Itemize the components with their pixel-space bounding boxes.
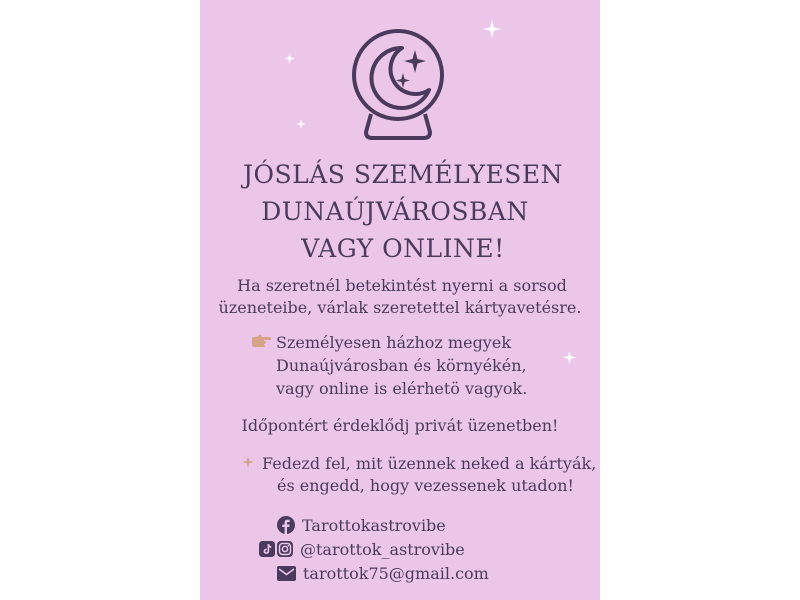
visit-line-1: Személyesen házhoz megyek: [276, 333, 512, 352]
closing-line-1: Fedezd fel, mit üzennek neked a kártyák,: [262, 454, 597, 473]
pointing-hand-icon: [251, 334, 271, 348]
visit-line-2: Dunaújvárosban és környékén,: [276, 356, 527, 375]
mail-icon: [277, 566, 296, 581]
contact-social[interactable]: [259, 538, 465, 560]
sparkle-icon: [563, 351, 576, 364]
closing-line-2: és engedd, hogy vezessenek utadon!: [277, 476, 574, 495]
booking-line: Időpontért érdeklődj privát üzenetben!: [241, 416, 559, 435]
facebook-handle: Tarottokastrovibe: [302, 515, 446, 535]
title-line-1: JÓSLÁS SZEMÉLYESEN: [243, 160, 563, 189]
poster: [200, 0, 600, 600]
sparkle-icon: [296, 119, 306, 129]
contact-email[interactable]: [277, 562, 489, 584]
title-line-2: DUNAÚJVÁROSBAN: [261, 197, 529, 226]
facebook-icon: [277, 516, 295, 534]
tiktok-icon: [259, 541, 275, 557]
crystal-ball-moon-icon: [349, 28, 447, 140]
instagram-icon: [277, 541, 293, 557]
social-handle: @tarottok_astrovibe: [300, 539, 465, 559]
intro-line-1: Ha szeretnél betekintést nyerni a sorsod: [237, 276, 567, 295]
sparkle-icon: [483, 20, 501, 38]
sparkle-icon: [284, 53, 295, 64]
title-line-3: VAGY ONLINE!: [301, 234, 505, 263]
sparkle-icon: [242, 456, 254, 468]
visit-line-3: vagy online is elérhetö vagyok.: [276, 379, 528, 398]
contact-facebook[interactable]: [277, 514, 446, 536]
email-address: tarottok75@gmail.com: [303, 563, 489, 583]
intro-line-2: üzeneteibe, várlak szeretettel kártyavetésre.: [218, 298, 582, 317]
